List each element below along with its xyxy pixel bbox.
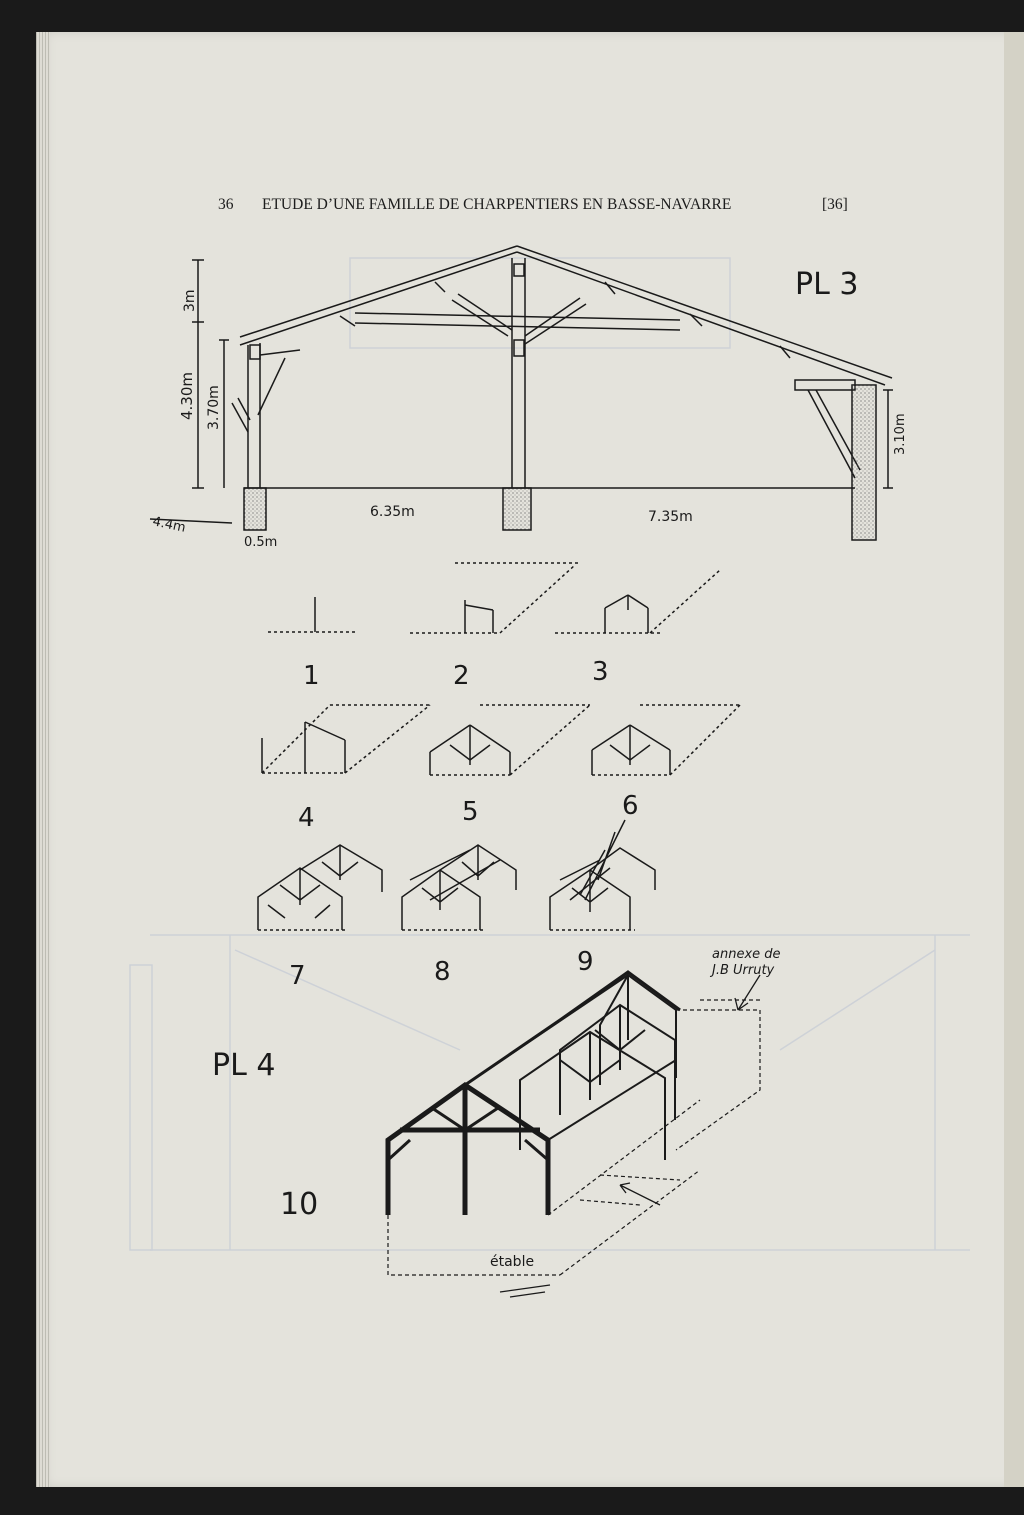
step-8-diagram [402, 845, 516, 930]
step-4-diagram [262, 705, 430, 773]
bleed-through [130, 258, 970, 1250]
plate4-perspective [388, 972, 760, 1297]
dim-span-right: 7.35m [648, 509, 693, 525]
step-label-7: 7 [289, 961, 306, 991]
stable-label: étable [490, 1254, 535, 1270]
dim-height-wall: 3.70m [206, 385, 222, 430]
step-label-4: 4 [298, 803, 315, 833]
dim-overhang: 4.4m [151, 514, 187, 536]
plate3-title: PL 3 [795, 267, 859, 302]
page-number: 36 [218, 196, 234, 213]
page-tag: [36] [822, 196, 848, 213]
step-2-diagram [410, 563, 580, 633]
dim-height-roof: 3m [182, 289, 198, 312]
step-label-3: 3 [592, 657, 609, 687]
step-9-diagram [550, 820, 655, 930]
step-1-diagram [268, 597, 355, 632]
step-label-5: 5 [462, 797, 479, 827]
step-7-diagram [258, 845, 382, 930]
dim-height-total: 4.30m [178, 371, 196, 420]
plate3-section [150, 246, 893, 540]
step-3-diagram [555, 570, 720, 633]
step-label-6: 6 [622, 791, 639, 821]
step-diagrams [258, 563, 740, 930]
step-label-2: 2 [453, 661, 470, 691]
step-label-1: 1 [303, 661, 320, 691]
dim-height-right: 3.10m [893, 413, 908, 455]
dim-span-left: 6.35m [370, 504, 415, 520]
step-label-10: 10 [280, 1187, 319, 1222]
running-title: ETUDE D’UNE FAMILLE DE CHARPENTIERS EN BASSE-NAVARRE [262, 196, 732, 213]
plate4-title: PL 4 [212, 1048, 276, 1083]
annex-label-line1: annexe de [712, 947, 781, 962]
step-6-diagram [592, 705, 740, 775]
annex-label-line2: J.B Urruty [712, 963, 775, 978]
dim-post-base: 0.5m [244, 535, 278, 550]
step-label-8: 8 [434, 957, 451, 987]
step-5-diagram [430, 705, 590, 775]
step-label-9: 9 [577, 947, 594, 977]
